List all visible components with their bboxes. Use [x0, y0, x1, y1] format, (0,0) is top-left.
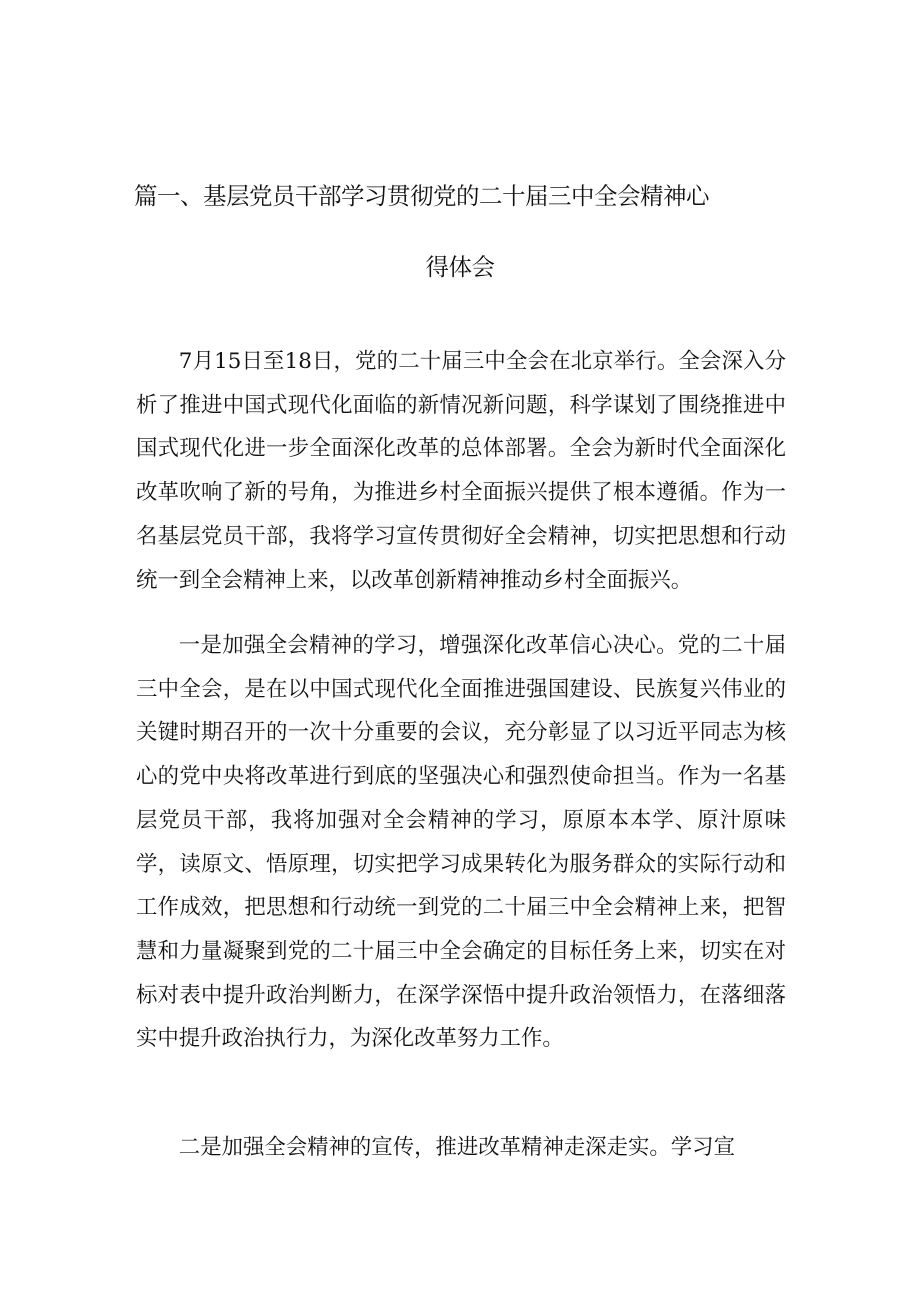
document-title-line-2: 得体会	[425, 253, 495, 281]
paragraph-point-one: 一是加强全会精神的学习，增强深化改革信心决心。党的二十届三中全会，是在以中国式现代化全面推进强国建设、民族复兴伟业的关键时期召开的一次十分重要的会议，充分彰显了以习近平同志为核心的党中央将改革进行到底的坚强决心和强烈使命担当。作为一名基层党员干部，我将加强对全会精神的学习，原原本本学、原汁原味学，读原文、悟原理，切实把学习成果转化为服务群众的实际行动和工作成效，把思想和行动统一到党的二十届三中全会精神上来，把智慧和力量凝聚到党的二十届三中全会确定的目标任务上来，切实在对标对表中提升政治判断力，在深学深悟中提升政治领悟力，在落细落实中提升政治执行力，为深化改革努力工作。	[136, 633, 786, 1052]
document-title-line-1: 篇一、基层党员干部学习贯彻党的二十届三中全会精神心	[134, 182, 709, 210]
paragraph-point-two: 二是加强全会精神的宣传，推进改革精神走深走实。学习宣	[178, 1135, 735, 1160]
paragraph-block-3	[136, 1126, 786, 1170]
paragraph-block-1	[136, 340, 786, 602]
paragraph-block-2	[136, 624, 786, 1061]
paragraph-intro: 7月15日至18日，党的二十届三中全会在北京举行。全会深入分析了推进中国式现代化面临的新情况新问题，科学谋划了围绕推进中国式现代化进一步全面深化改革的总体部署。全会为新时代全面深化改革吹响了新的号角，为推进乡村全面振兴提供了根本遵循。作为一名基层党员干部，我将学习宣传贯彻好全会精神，切实把思想和行动统一到全会精神上来，以改革创新精神推动乡村全面振兴。	[136, 349, 786, 593]
